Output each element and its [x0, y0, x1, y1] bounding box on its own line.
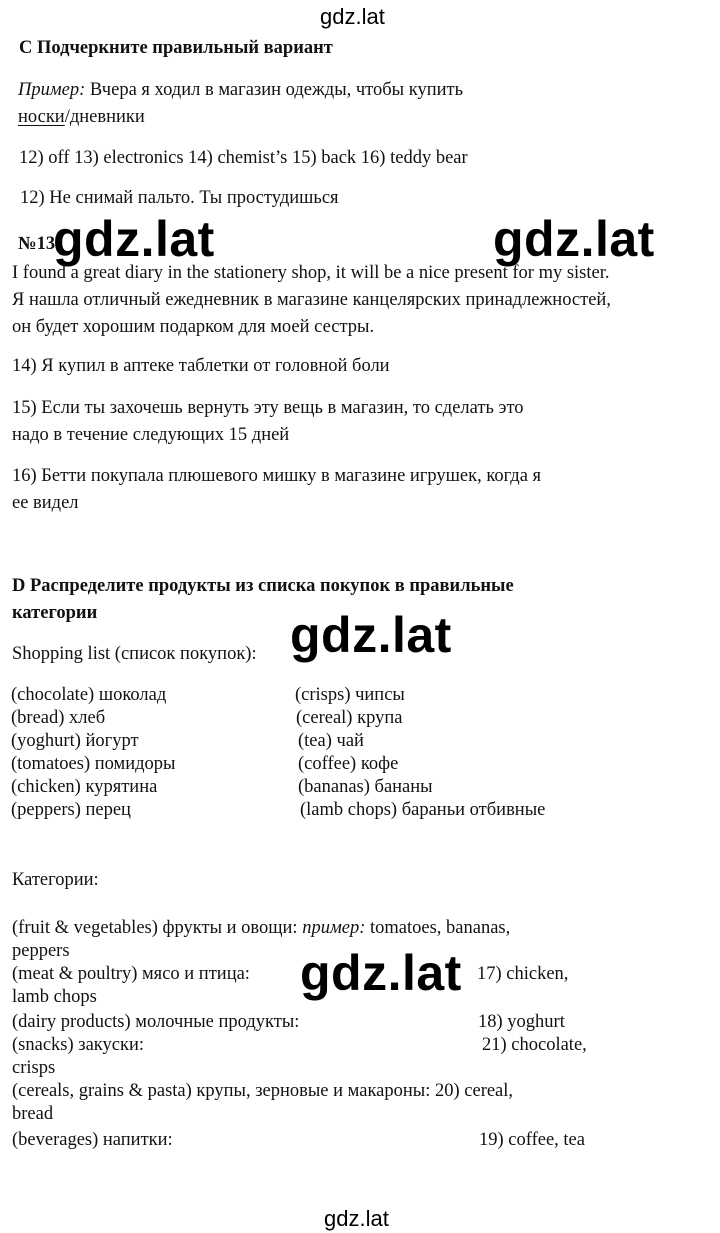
watermark-bottom: gdz.lat: [324, 1206, 389, 1231]
watermark-left: gdz.lat: [53, 211, 215, 267]
no13-english: I found a great diary in the stationery shop, it will be a nice present for my sister.: [12, 263, 610, 283]
category-fruit-example: пример:: [302, 918, 366, 938]
list-item-right: (crisps) чипсы: [295, 685, 405, 705]
section-c-example: [18, 80, 463, 101]
shopping-list-label: Shopping list (список покупок):: [12, 644, 257, 664]
category-fruit-answer: tomatoes, bananas,: [365, 918, 511, 938]
no13-translation-1: Я нашла отличный ежедневник в магазине канцелярских принадлежностей,: [12, 290, 611, 310]
example-underlined-option: носки: [18, 107, 65, 127]
list-item: [11, 800, 611, 823]
list-item-right: (bananas) бананы: [298, 777, 433, 797]
watermark-right: gdz.lat: [493, 211, 655, 267]
no13-item15-line1: 15) Если ты захочешь вернуть эту вещь в магазин, то сделать это: [12, 398, 524, 418]
category-snacks-answer: 21) chocolate,: [482, 1035, 587, 1055]
list-item-right: (tea) чай: [298, 731, 364, 751]
list-item-left: (tomatoes) помидоры: [11, 754, 176, 774]
watermark-lower: gdz.lat: [300, 945, 462, 1001]
list-item-left: (peppers) перец: [11, 800, 131, 820]
no13-translation-2: он будет хорошим подарком для моей сестры.: [12, 317, 375, 337]
clipped-line-container: [20, 186, 580, 208]
category-fruit: [12, 918, 510, 939]
example-label: Пример:: [18, 80, 86, 100]
list-item: [11, 731, 611, 754]
list-item-right: (lamb chops) бараньи отбивные: [300, 800, 546, 820]
list-item: [11, 708, 611, 731]
category-dairy-label: (dairy products) молочные продукты:: [12, 1012, 300, 1032]
watermark-top: gdz.lat: [320, 4, 385, 29]
category-cereals: (cereals, grains & pasta) крупы, зерновые и макароны: 20) cereal,: [12, 1081, 514, 1101]
list-item-left: (yoghurt) йогурт: [11, 731, 139, 751]
category-meat-answer: 17) chicken,: [477, 964, 569, 984]
no13-item16-line2: ее видел: [12, 493, 79, 513]
list-item-left: (bread) хлеб: [11, 708, 106, 728]
section-c-answers: 12) off 13) electronics 14) chemist’s 15) back 16) teddy bear: [19, 148, 468, 168]
category-snacks-label: (snacks) закуски:: [12, 1035, 145, 1055]
category-fruit-label: (fruit & vegetables) фрукты и овощи:: [12, 918, 303, 938]
category-fruit-cont: peppers: [12, 941, 70, 961]
watermark-middle: gdz.lat: [290, 607, 452, 663]
list-item-right: (coffee) кофе: [298, 754, 399, 774]
categories-label: Категории:: [12, 870, 99, 890]
category-meat-label: (meat & poultry) мясо и птица:: [12, 964, 250, 984]
example-other-option: /дневники: [64, 107, 145, 127]
section-c-heading: С Подчеркните правильный вариант: [19, 38, 333, 58]
category-dairy-answer: 18) yoghurt: [478, 1012, 565, 1032]
list-item-right: (cereal) крупа: [296, 708, 403, 728]
list-item: [11, 754, 611, 777]
list-item-left: (chocolate) шоколад: [11, 685, 167, 705]
section-c-example-options: [18, 107, 145, 128]
list-item: [11, 777, 611, 800]
no13-label: №13: [18, 234, 56, 254]
category-beverages-answer: 19) coffee, tea: [479, 1130, 585, 1150]
section-d-heading-1: D Распределите продукты из списка покупок в правильные: [12, 576, 514, 596]
category-cereals-cont: bread: [12, 1104, 54, 1124]
category-snacks-cont: crisps: [12, 1058, 56, 1078]
example-text: Вчера я ходил в магазин одежды, чтобы купить: [85, 80, 464, 100]
category-meat-cont: lamb chops: [12, 987, 97, 1007]
no13-item14: 14) Я купил в аптеке таблетки от головной боли: [12, 356, 390, 376]
list-item-left: (chicken) курятина: [11, 777, 158, 797]
category-beverages-label: (beverages) напитки:: [12, 1130, 173, 1150]
no13-item15-line2: надо в течение следующих 15 дней: [12, 425, 290, 445]
section-d-heading-2: категории: [12, 603, 98, 623]
no13-item16-line1: 16) Бетти покупала плюшевого мишку в магазине игрушек, когда я: [12, 466, 542, 486]
list-item: [11, 685, 611, 708]
clipped-line: 12) Не снимай пальто. Ты простудишься: [20, 188, 339, 208]
